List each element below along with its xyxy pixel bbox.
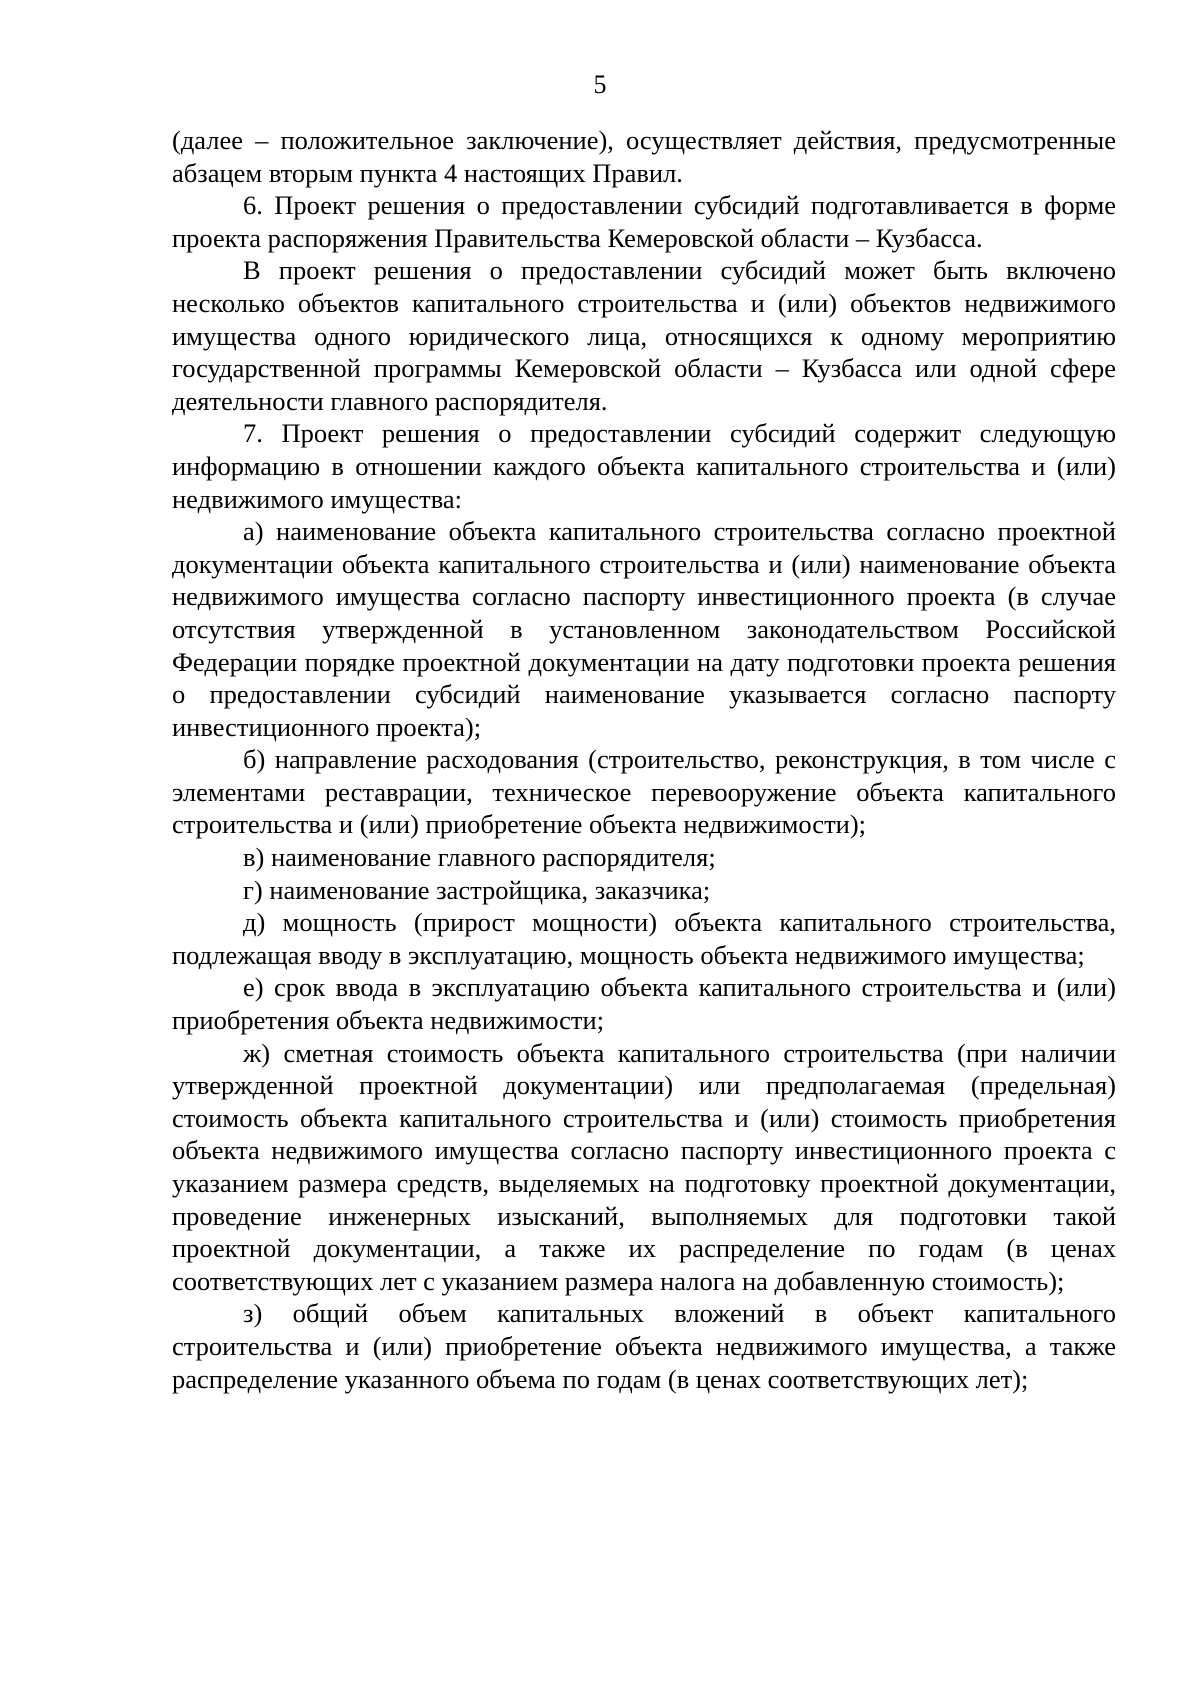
paragraph-item-7: 7. Проект решения о предоставлении субсидий содержит следующую информацию в отношении каждого объекта капитального строительства и (или) недвижимого имущества: xyxy=(172,418,1116,514)
subitem-zh: ж) сметная стоимость объекта капитального строительства (при наличии утвержденной проектной документации) или предполагаемая (предельная) стоимость объекта капитального строительства и (или) стоимость приобретения объекта недвижимого имущества согласно паспорту инвестиционного проекта с указанием размера средств, выделяемых на подготовку проектной документации, проведение инженерных изысканий, выполняемых для подготовки такой проектной документации, а также их распределение по годам (в ценах соответствующих лет с указанием размера налога на добавленную стоимость); xyxy=(172,1037,1116,1296)
subitem-b: б) направление расходования (строительство, реконструкция, в том числе с элементами реставрации, техническое перевооружение объекта капитального строительства и (или) приобретение объекта недвижимости); xyxy=(172,744,1116,840)
subitem-d: д) мощность (прирост мощности) объекта капитального строительства, подлежащая вводу в эксплуатацию, мощность объекта недвижимого имущества; xyxy=(172,907,1116,970)
subitem-a: а) наименование объекта капитального строительства согласно проектной документации объекта капитального строительства и (или) наименование объекта недвижимого имущества согласно паспорту инвестиционного проекта (в случае отсутствия утвержденной в установленном законодательством Российской Федерации порядке проектной документации на дату подготовки проекта решения о предоставлении субсидий наименование указывается согласно паспорту инвестиционного проекта); xyxy=(172,516,1116,742)
paragraph-item-6: 6. Проект решения о предоставлении субсидий подготавливается в форме проекта распоряжения Правительства Кемеровской области – Кузбасса. xyxy=(172,190,1116,253)
page-number: 5 xyxy=(593,70,607,99)
subitem-e: е) срок ввода в эксплуатацию объекта капитального строительства и (или) приобретения объекта недвижимости; xyxy=(172,972,1116,1036)
subitem-g: г) наименование застройщика, заказчика; xyxy=(243,874,711,905)
document-body xyxy=(172,124,1116,1395)
subitem-z: з) общий объем капитальных вложений в объект капитального строительства и (или) приобретение объекта недвижимого имущества, а также распределение указанного объема по годам (в ценах соответствующих лет); xyxy=(172,1298,1116,1394)
paragraph-continuation: (далее – положительное заключение), осуществляет действия, предусмотренные абзацем вторым пункта 4 настоящих Правил. xyxy=(172,125,1116,188)
paragraph-item-6-detail: В проект решения о предоставлении субсидий может быть включено несколько объектов капитального строительства и (или) объектов недвижимого имущества одного юридического лица, относящихся к одному мероприятию государственной программы Кемеровской области – Кузбасса или одной сфере деятельности главного распорядителя. xyxy=(172,255,1116,416)
subitem-v: в) наименование главного распорядителя; xyxy=(243,842,716,873)
